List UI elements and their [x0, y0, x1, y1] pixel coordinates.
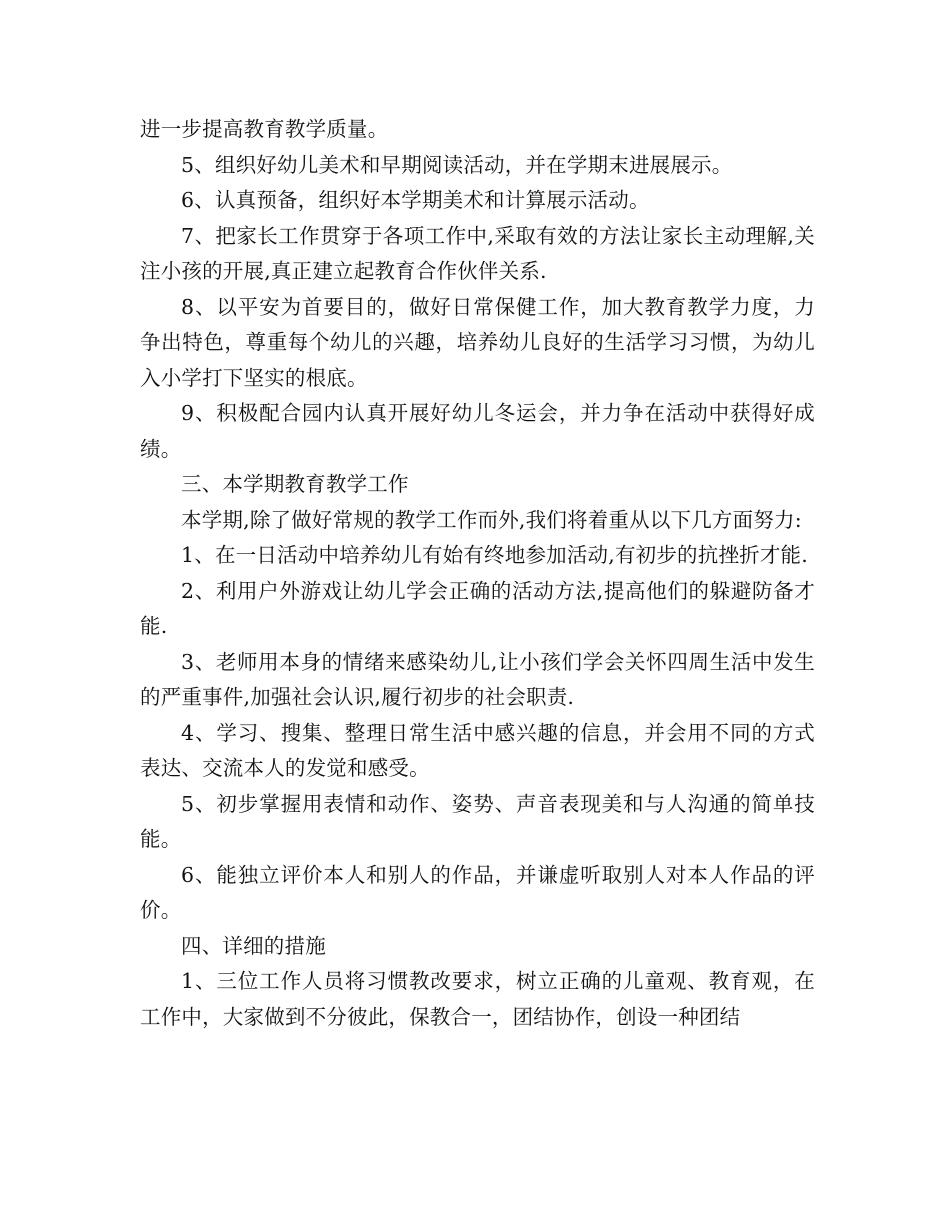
- paragraph: 6、能独立评价本人和别人的作品，并谦虚听取别人对本人作品的评价。: [140, 862, 815, 922]
- document-body: [140, 112, 815, 1035]
- paragraph: 6、认真预备，组织好本学期美术和计算展示活动。: [181, 188, 650, 212]
- paragraph: 4、学习、搜集、整理日常生活中感兴趣的信息，并会用不同的方式表达、交流本人的发觉和感受。: [140, 720, 815, 780]
- paragraph: 1、三位工作人员将习惯教改要求，树立正确的儿童观、教育观，在工作中，大家做到不分彼此，保教合一，团结协作，创设一种团结: [140, 969, 815, 1029]
- paragraph: 2、利用户外游戏让幼儿学会正确的活动方法,提高他们的躲避防备才能.: [140, 578, 815, 638]
- paragraph: 1、在一日活动中培养幼儿有始有终地参加活动,有初步的抗挫折才能.: [181, 543, 808, 567]
- paragraph: 5、组织好幼儿美术和早期阅读活动，并在学期末进展展示。: [181, 152, 733, 177]
- paragraph: 进一步提高教育教学质量。: [140, 117, 389, 141]
- paragraph: 5、初步掌握用表情和动作、姿势、声音表现美和与人沟通的简单技能。: [140, 791, 815, 851]
- paragraph: 3、老师用本身的情绪来感染幼儿,让小孩们学会关怀四周生活中发生的严重事件,加强社会认识,履行初步的社会职责.: [140, 649, 815, 709]
- paragraph: 本学期,除了做好常规的教学工作而外,我们将着重从以下几方面努力:: [181, 507, 802, 532]
- paragraph: 8、以平安为首要目的，做好日常保健工作，加大教育教学力度，力争出特色，尊重每个幼儿的兴趣，培养幼儿良好的生活学习习惯，为幼儿入小学打下坚实的根底。: [140, 294, 815, 390]
- section-heading: 四、详细的措施: [181, 933, 326, 958]
- paragraph: 7、把家长工作贯穿于各项工作中,采取有效的方法让家长主动理解,关注小孩的开展,真正建立起教育合作伙伴关系.: [140, 223, 815, 283]
- section-heading: 三、本学期教育教学工作: [181, 472, 409, 496]
- paragraph: 9、积极配合园内认真开展好幼儿冬运会，并力争在活动中获得好成绩。: [140, 401, 815, 461]
